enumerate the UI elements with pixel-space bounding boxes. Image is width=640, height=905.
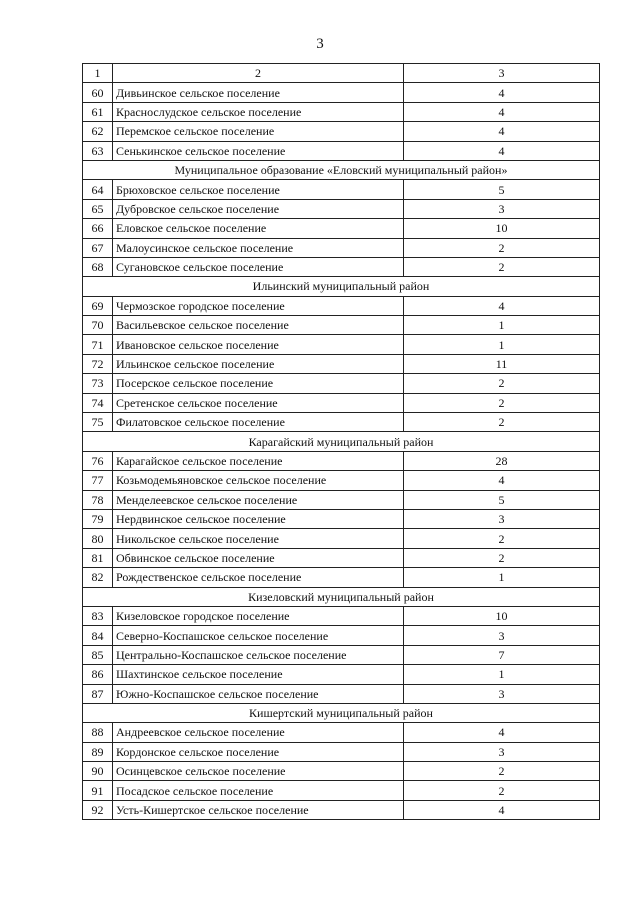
row-value: 4 — [404, 800, 600, 819]
page-number: 3 — [316, 36, 324, 52]
row-number: 61 — [83, 102, 113, 121]
row-number: 83 — [83, 606, 113, 625]
row-number: 76 — [83, 451, 113, 470]
row-value: 3 — [404, 509, 600, 528]
table-row — [83, 102, 600, 121]
settlement-name: Васильевское сельское поселение — [113, 316, 404, 335]
table-row — [83, 471, 600, 490]
row-number: 91 — [83, 781, 113, 800]
row-value: 3 — [404, 626, 600, 645]
row-number: 64 — [83, 180, 113, 199]
table-row — [83, 665, 600, 684]
row-number: 69 — [83, 296, 113, 315]
row-number: 74 — [83, 393, 113, 412]
row-number: 92 — [83, 800, 113, 819]
row-value: 3 — [404, 742, 600, 761]
table-row — [83, 122, 600, 141]
row-value: 10 — [404, 606, 600, 625]
header-col-1: 1 — [83, 64, 113, 83]
table-row — [83, 219, 600, 238]
row-value: 4 — [404, 83, 600, 102]
settlement-name: Андреевское сельское поселение — [113, 723, 404, 742]
settlement-name: Малоусинское сельское поселение — [113, 238, 404, 257]
settlement-name: Шахтинское сельское поселение — [113, 665, 404, 684]
row-value: 5 — [404, 180, 600, 199]
settlement-name: Посадское сельское поселение — [113, 781, 404, 800]
table-row — [83, 354, 600, 373]
header-col-2: 2 — [113, 64, 404, 83]
settlement-name: Менделеевское сельское поселение — [113, 490, 404, 509]
row-value: 3 — [404, 684, 600, 703]
settlement-name: Брюховское сельское поселение — [113, 180, 404, 199]
table-row — [83, 606, 600, 625]
settlement-name: Чермозское городское поселение — [113, 296, 404, 315]
settlement-name: Перемское сельское поселение — [113, 122, 404, 141]
table-header-row — [83, 64, 600, 83]
row-number: 66 — [83, 219, 113, 238]
row-value: 28 — [404, 451, 600, 470]
row-value: 2 — [404, 413, 600, 432]
row-number: 73 — [83, 374, 113, 393]
table-row — [83, 762, 600, 781]
table-row — [83, 626, 600, 645]
table-row — [83, 568, 600, 587]
row-value: 2 — [404, 762, 600, 781]
settlement-name: Еловское сельское поселение — [113, 219, 404, 238]
section-title: Кизеловский муниципальный район — [83, 587, 600, 606]
settlement-name: Дубровское сельское поселение — [113, 199, 404, 218]
row-number: 81 — [83, 548, 113, 567]
row-value: 4 — [404, 471, 600, 490]
table-row — [83, 238, 600, 257]
table-row — [83, 83, 600, 102]
row-number: 75 — [83, 413, 113, 432]
table-row — [83, 548, 600, 567]
section-row — [83, 160, 600, 179]
settlement-name: Северно-Коспашское сельское поселение — [113, 626, 404, 645]
settlement-name: Сенькинское сельское поселение — [113, 141, 404, 160]
settlement-name: Нердвинское сельское поселение — [113, 509, 404, 528]
table-row — [83, 335, 600, 354]
table-row — [83, 199, 600, 218]
row-number: 78 — [83, 490, 113, 509]
row-value: 2 — [404, 529, 600, 548]
settlement-name: Кордонское сельское поселение — [113, 742, 404, 761]
row-value: 4 — [404, 141, 600, 160]
settlement-name: Филатовское сельское поселение — [113, 413, 404, 432]
row-value: 1 — [404, 335, 600, 354]
row-number: 90 — [83, 762, 113, 781]
row-number: 62 — [83, 122, 113, 141]
row-number: 70 — [83, 316, 113, 335]
table-row — [83, 393, 600, 412]
table-row — [83, 413, 600, 432]
table-row — [83, 781, 600, 800]
section-row — [83, 703, 600, 722]
table-row — [83, 490, 600, 509]
row-number: 72 — [83, 354, 113, 373]
row-number: 79 — [83, 509, 113, 528]
settlement-name: Рождественское сельское поселение — [113, 568, 404, 587]
row-value: 4 — [404, 102, 600, 121]
row-number: 89 — [83, 742, 113, 761]
row-number: 88 — [83, 723, 113, 742]
row-value: 2 — [404, 238, 600, 257]
row-number: 65 — [83, 199, 113, 218]
row-number: 77 — [83, 471, 113, 490]
settlement-name: Сугановское сельское поселение — [113, 257, 404, 276]
row-number: 63 — [83, 141, 113, 160]
table-row — [83, 800, 600, 819]
row-value: 2 — [404, 548, 600, 567]
row-value: 3 — [404, 199, 600, 218]
section-row — [83, 277, 600, 296]
row-value: 2 — [404, 257, 600, 276]
settlement-name: Краснослудское сельское поселение — [113, 102, 404, 121]
settlement-name: Карагайское сельское поселение — [113, 451, 404, 470]
settlements-table — [82, 63, 600, 820]
row-value: 5 — [404, 490, 600, 509]
table-row — [83, 180, 600, 199]
settlement-name: Дивьинское сельское поселение — [113, 83, 404, 102]
table-body — [83, 64, 600, 820]
section-row — [83, 587, 600, 606]
table-row — [83, 316, 600, 335]
row-number: 68 — [83, 257, 113, 276]
row-value: 1 — [404, 316, 600, 335]
settlement-name: Никольское сельское поселение — [113, 529, 404, 548]
row-value: 1 — [404, 568, 600, 587]
table-row — [83, 529, 600, 548]
row-value: 2 — [404, 374, 600, 393]
row-number: 86 — [83, 665, 113, 684]
row-value: 2 — [404, 393, 600, 412]
table-row — [83, 141, 600, 160]
row-number: 71 — [83, 335, 113, 354]
table-row — [83, 374, 600, 393]
settlement-name: Усть-Кишертское сельское поселение — [113, 800, 404, 819]
settlement-name: Сретенское сельское поселение — [113, 393, 404, 412]
settlement-name: Обвинское сельское поселение — [113, 548, 404, 567]
settlement-name: Ильинское сельское поселение — [113, 354, 404, 373]
section-title: Ильинский муниципальный район — [83, 277, 600, 296]
row-value: 4 — [404, 122, 600, 141]
row-number: 60 — [83, 83, 113, 102]
row-value: 11 — [404, 354, 600, 373]
settlement-name: Кизеловское городское поселение — [113, 606, 404, 625]
table-row — [83, 451, 600, 470]
row-value: 4 — [404, 723, 600, 742]
settlement-name: Южно-Коспашское сельское поселение — [113, 684, 404, 703]
row-number: 87 — [83, 684, 113, 703]
table-row — [83, 742, 600, 761]
row-value: 10 — [404, 219, 600, 238]
settlement-name: Ивановское сельское поселение — [113, 335, 404, 354]
settlement-name: Центрально-Коспашское сельское поселение — [113, 645, 404, 664]
row-number: 84 — [83, 626, 113, 645]
row-value: 4 — [404, 296, 600, 315]
row-number: 67 — [83, 238, 113, 257]
table-row — [83, 257, 600, 276]
section-title: Муниципальное образование «Еловский муниципальный район» — [83, 160, 600, 179]
row-value: 2 — [404, 781, 600, 800]
settlement-name: Осинцевское сельское поселение — [113, 762, 404, 781]
table-row — [83, 296, 600, 315]
table-row — [83, 684, 600, 703]
row-number: 82 — [83, 568, 113, 587]
section-title: Кишертский муниципальный район — [83, 703, 600, 722]
table-row — [83, 723, 600, 742]
row-number: 80 — [83, 529, 113, 548]
table-row — [83, 645, 600, 664]
settlement-name: Козьмодемьяновское сельское поселение — [113, 471, 404, 490]
row-number: 85 — [83, 645, 113, 664]
row-value: 1 — [404, 665, 600, 684]
section-title: Карагайский муниципальный район — [83, 432, 600, 451]
section-row — [83, 432, 600, 451]
settlement-name: Посерское сельское поселение — [113, 374, 404, 393]
table-row — [83, 509, 600, 528]
header-col-3: 3 — [404, 64, 600, 83]
row-value: 7 — [404, 645, 600, 664]
